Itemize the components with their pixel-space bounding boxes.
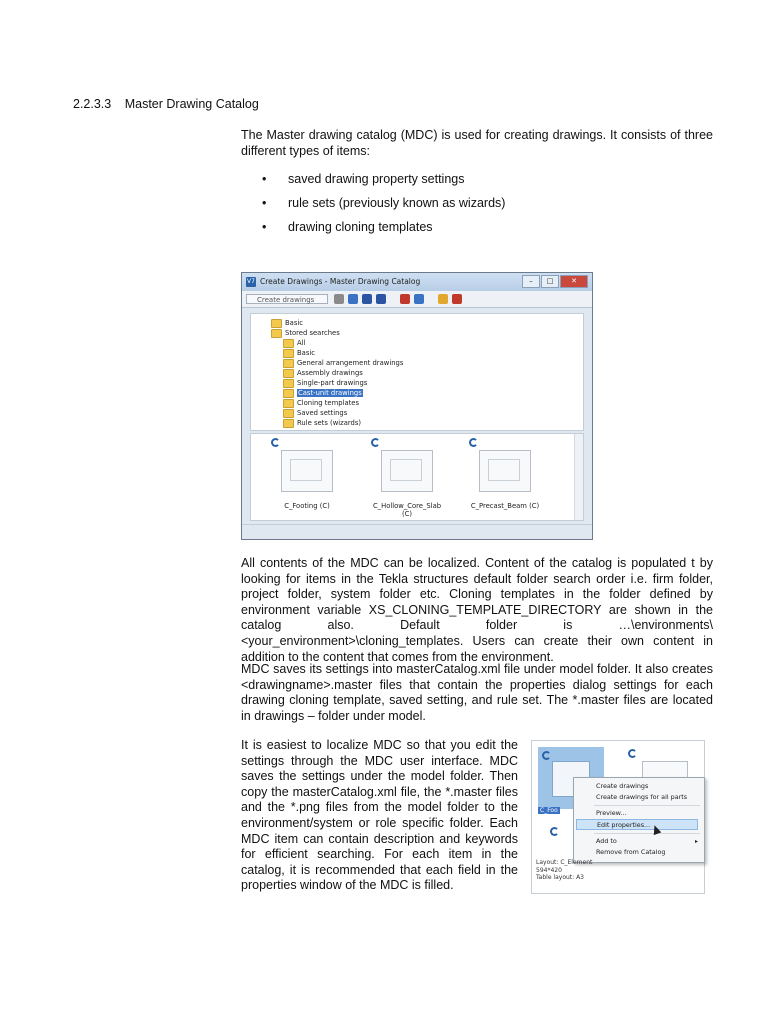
window-controls bbox=[522, 275, 588, 288]
list-item: • saved drawing property settings bbox=[262, 172, 505, 196]
list-item: • drawing cloning templates bbox=[262, 220, 505, 244]
gallery-item[interactable]: C_Precast_Beam (C) bbox=[469, 438, 559, 518]
menu-item-create-all-parts[interactable]: Create drawings for all parts bbox=[596, 793, 688, 801]
info-line: 594*420 bbox=[536, 866, 562, 874]
tree-node[interactable]: Rule sets (wizards) bbox=[283, 418, 361, 428]
window-title: Create Drawings - Master Drawing Catalog bbox=[260, 277, 421, 286]
info-line: Layout: C_Element bbox=[536, 859, 593, 866]
menu-separator bbox=[594, 805, 700, 806]
gallery-item[interactable]: C_Hollow_Core_Slab (C) bbox=[371, 438, 461, 518]
new-folder-icon[interactable] bbox=[438, 294, 448, 304]
localization-paragraph: All contents of the MDC can be localized. Content of the catalog is populated t by looking for items in the Tekla structures default folder search order i.e. firm folder, project folder, system folder etc. Cloning templates in the folder defined by environment variable XS_CLONING_TEMPLATE_DIRECTORY are shown in the catalog also. Default folder is …\environments\<your_environment>\cloning_templates. Users can create their own content in addition to the content that comes from the environment. bbox=[241, 556, 713, 664]
tree-node[interactable]: Saved settings bbox=[283, 408, 347, 418]
folder-icon bbox=[283, 349, 294, 358]
submenu-arrow-icon: ▸ bbox=[694, 838, 698, 845]
list-item: • rule sets (previously known as wizards) bbox=[262, 196, 505, 220]
drawing-thumbnail bbox=[479, 450, 531, 492]
tree-node[interactable]: Basic bbox=[271, 318, 303, 328]
settings-paragraph: MDC saves its settings into masterCatalog.xml file under model folder. It also creates <drawingname>.master files that contain the properties dialog settings for each drawing cloning template, saved setting, and rule set. The *.master files are located in drawings – folder under model. bbox=[241, 662, 713, 723]
minimize-button[interactable]: – bbox=[522, 275, 540, 288]
folder-icon bbox=[283, 399, 294, 408]
drawing-thumbnail bbox=[381, 450, 433, 492]
localize-howto-paragraph: It is easiest to localize MDC so that you edit the settings through the MDC user interface. MDC saves the settings under the model folder. Then copy the masterCatalog.xml file, the *.master files and the *.png files from the model folder to the environment/system or role specific folder. Each MDC item can contain description and keywords for efficient searching. For each item in the catalog, it is recommended that each field in the properties window of the MDC is filled. bbox=[241, 738, 518, 893]
tree-node[interactable]: All bbox=[283, 338, 305, 348]
tree-node[interactable]: Cloning templates bbox=[283, 398, 359, 408]
folder-icon bbox=[283, 379, 294, 388]
catalog-tree bbox=[250, 313, 584, 431]
folder-icon bbox=[283, 369, 294, 378]
cloning-template-icon bbox=[271, 438, 280, 447]
folder-icon bbox=[283, 389, 294, 398]
tree-node[interactable]: Single-part drawings bbox=[283, 378, 367, 388]
cloning-template-icon bbox=[550, 827, 559, 836]
section-heading bbox=[73, 97, 259, 111]
item-types-list bbox=[262, 172, 505, 244]
window-statusbar bbox=[242, 524, 592, 539]
cloning-template-icon bbox=[542, 751, 551, 760]
details-view-icon[interactable] bbox=[348, 294, 358, 304]
folder-icon bbox=[283, 339, 294, 348]
tree-node[interactable]: General arrangement drawings bbox=[283, 358, 403, 368]
folder-icon bbox=[271, 329, 282, 338]
drawing-thumbnail bbox=[281, 450, 333, 492]
item-info bbox=[536, 859, 592, 882]
tree-node-selected[interactable]: Cast-unit drawings bbox=[283, 388, 363, 398]
folder-icon bbox=[283, 419, 294, 428]
cloning-template-icon bbox=[371, 438, 380, 447]
info-line: Table layout: A3 bbox=[536, 874, 584, 882]
folder-icon bbox=[283, 359, 294, 368]
tree-node[interactable]: Basic bbox=[283, 348, 315, 358]
app-icon: V7 bbox=[247, 278, 255, 285]
search-icon[interactable] bbox=[334, 294, 344, 304]
menu-item-preview[interactable]: Preview... bbox=[596, 809, 627, 817]
window-toolbar bbox=[242, 291, 592, 308]
create-drawings-dropdown[interactable]: Create drawings bbox=[246, 294, 328, 304]
menu-item-remove[interactable]: Remove from Catalog bbox=[596, 848, 666, 856]
folder-icon bbox=[283, 409, 294, 418]
section-title: Master Drawing Catalog bbox=[124, 97, 259, 111]
gallery-scrollbar[interactable] bbox=[574, 434, 583, 520]
maximize-button[interactable]: □ bbox=[541, 275, 559, 288]
pin-icon[interactable] bbox=[452, 294, 462, 304]
tree-node[interactable]: Stored searches bbox=[271, 328, 340, 338]
window-titlebar bbox=[242, 273, 592, 291]
thumbnail-view-icon[interactable] bbox=[376, 294, 386, 304]
cloning-template-icon bbox=[469, 438, 478, 447]
folder-icon bbox=[271, 319, 282, 328]
menu-separator bbox=[594, 833, 700, 834]
section-number: 2.2.3.3 bbox=[73, 97, 112, 111]
cut-icon[interactable] bbox=[400, 294, 410, 304]
gallery-item[interactable]: C_Footing (C) bbox=[271, 438, 361, 518]
selected-item-label: C_Foo bbox=[540, 807, 558, 814]
mdc-window-screenshot bbox=[241, 272, 593, 540]
copy-icon[interactable] bbox=[414, 294, 424, 304]
tree-node[interactable]: Assembly drawings bbox=[283, 368, 363, 378]
context-menu bbox=[573, 777, 705, 863]
context-menu-screenshot bbox=[531, 740, 705, 894]
close-button[interactable]: ✕ bbox=[560, 275, 588, 288]
catalog-gallery bbox=[250, 433, 584, 521]
menu-item-edit-properties[interactable]: Edit properties... bbox=[576, 819, 698, 830]
list-view-icon[interactable] bbox=[362, 294, 372, 304]
cloning-template-icon bbox=[628, 749, 637, 758]
intro-paragraph: The Master drawing catalog (MDC) is used for creating drawings. It consists of three different types of items: bbox=[241, 128, 713, 158]
menu-item-create-drawings[interactable]: Create drawings bbox=[596, 782, 649, 790]
menu-item-add-to[interactable]: Add to bbox=[596, 837, 617, 845]
